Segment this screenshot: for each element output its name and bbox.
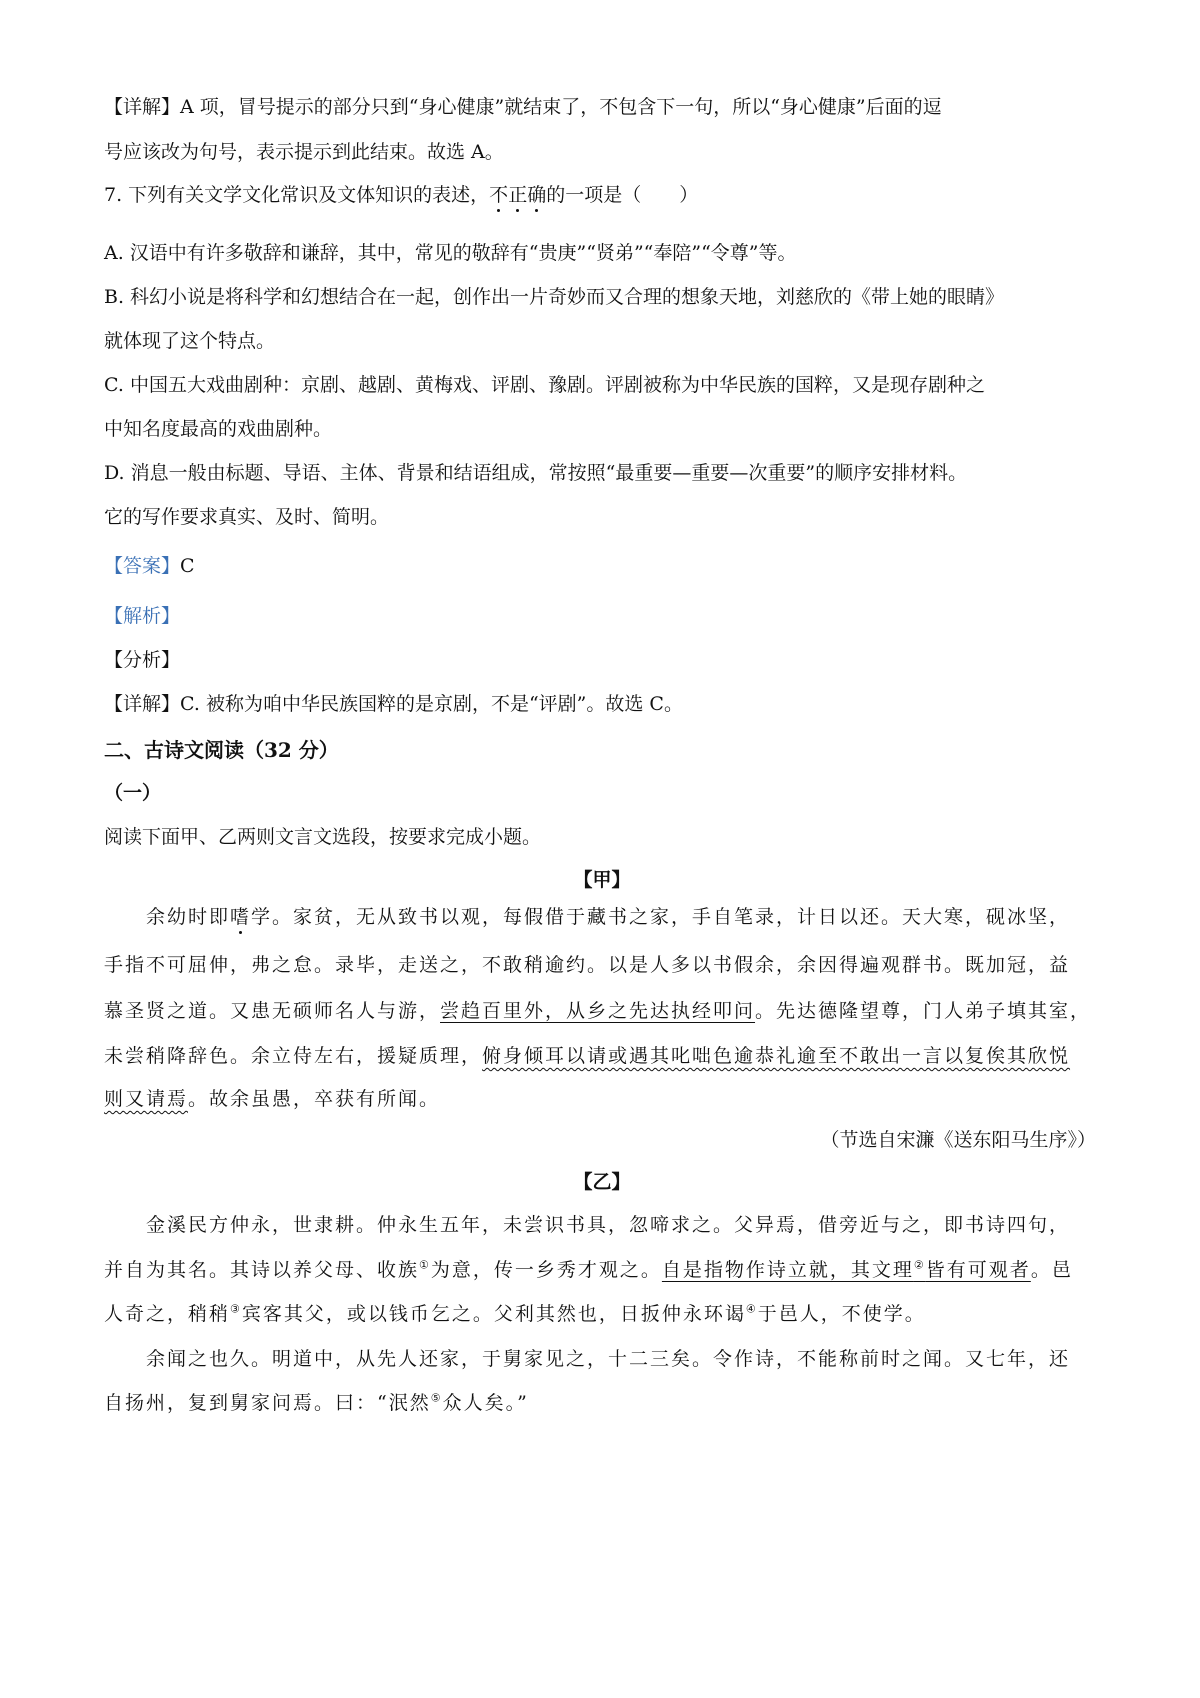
question-7-stem: 7. 下列有关文学文化常识及文体知识的表述，不正确的一项是（ ）: [104, 184, 699, 206]
option-c-line-2: 中知名度最高的戏曲剧种。: [104, 418, 333, 440]
footnote-marker: ④: [745, 1302, 758, 1316]
passage-jia-line-1: 余幼时即嗜学。家贫，无从致书以观，每假借于藏书之家，手自笔录，计日以还。天大寒，砚冰坚，: [104, 906, 1071, 928]
passage-yi-line-4: 余闻之也久。明道中，从先人还家，于舅家见之，十二三矣。令作诗，不能称前时之闻。又七年，还: [104, 1348, 1071, 1370]
passage-jia-line-2: 手指不可屈伸，弗之怠。录毕，走送之，不敢稍逾约。以是人多以书假余，余因得遍观群书。既加冠，益: [104, 954, 1071, 976]
prev-explanation-line-2: 号应该改为句号，表示提示到此结束。故选 A。: [104, 141, 504, 163]
option-d-line-2: 它的写作要求真实、及时、简明。: [104, 506, 390, 528]
fenxi-label: 【分析】: [104, 649, 181, 671]
passage-jia-line-3: 慕圣贤之道。又患无硕师名人与游，尝趋百里外，从乡之先达执经叩问。先达德隆望尊，门人弟子填其室，: [104, 1000, 1092, 1022]
detail-label: 【详解】: [104, 96, 181, 118]
passage-jia-source: （节选自宋濂《送东阳马生序》）: [820, 1129, 1096, 1151]
detail-label: 【详解】: [104, 693, 181, 715]
footnote-marker: ①: [419, 1258, 431, 1272]
wavy-underlined-sentence: 则又请焉: [104, 1088, 189, 1110]
emphasis-dot-char: 正: [508, 184, 528, 206]
option-b-line-2: 就体现了这个特点。: [104, 330, 276, 352]
passage-jia-line-5: 则又请焉。故余虽愚，卒获有所闻。: [104, 1088, 441, 1110]
option-c-line-1: C. 中国五大戏曲剧种：京剧、越剧、黄梅戏、评剧、豫剧。评剧被称为中华民族的国粹，又是现存剧种之: [104, 374, 985, 396]
prev-explanation-line-1: 【详解】A 项，冒号提示的部分只到“身心健康”就结束了，不包含下一句，所以“身心健康”后面的逗: [104, 96, 942, 118]
analysis-label: 【解析】: [104, 605, 181, 627]
answer-line: [104, 551, 1100, 581]
option-b-line-1: B. 科幻小说是将科学和幻想结合在一起，创作出一片奇妙而又合理的想象天地，刘慈欣的《带上她的眼睛》: [104, 286, 1005, 308]
subsection-heading: （一）: [104, 782, 162, 804]
passage-yi-line-5: 自扬州，复到舅家问焉。曰：“泯然⑤众人矣。”: [104, 1391, 529, 1414]
passage-yi-line-3: 人奇之，稍稍③宾客其父，或以钱币乞之。父利其然也，日扳仲永环谒④于邑人，不使学。: [104, 1302, 926, 1325]
footnote-marker: ⑤: [430, 1391, 443, 1405]
passage-yi-line-2: 并自为其名。其诗以养父母、收族①为意，传一乡秀才观之。自是指物作诗立就，其文理②皆有可观者。邑: [104, 1258, 1073, 1281]
footnote-marker: ③: [230, 1302, 242, 1316]
wavy-underlined-sentence: 俯身倾耳以请或遇其叱咄色逾恭礼逾至不敢出一言以复俟其欣悦: [482, 1045, 1071, 1067]
emphasis-dot-char: 确: [527, 184, 547, 206]
underlined-sentence: 自是指物作诗立就，其文理②皆有可观者: [661, 1258, 1031, 1281]
underlined-sentence: 尝趋百里外，从乡之先达执经叩问: [440, 1000, 756, 1022]
passage-jia-title: 【甲】: [573, 869, 631, 891]
passage-yi-line-1: 金溪民方仲永，世隶耕。仲永生五年，未尝识书具，忽啼求之。父异焉，借旁近与之，即书诗四句，: [104, 1214, 1071, 1236]
reading-instruction: 阅读下面甲、乙两则文言文选段，按要求完成小题。: [104, 826, 542, 848]
section-heading: 二、古诗文阅读（32 分）: [104, 738, 339, 762]
passage-yi-title: 【乙】: [573, 1171, 631, 1193]
passage-jia-line-4: 未尝稍降辞色。余立侍左右，援疑质理，俯身倾耳以请或遇其叱咄色逾恭礼逾至不敢出一言以复俟其欣悦: [104, 1045, 1071, 1067]
emphasis-dot-char: 嗜: [230, 906, 252, 928]
option-a: A. 汉语中有许多敬辞和谦辞，其中，常见的敬辞有“贵庚”“贤弟”“奉陪”“令尊”等。: [104, 242, 797, 264]
detail-line: 【详解】C. 被称为咱中华民族国粹的是京剧，不是“评剧”。故选 C。: [104, 693, 683, 715]
footnote-marker: ②: [913, 1258, 926, 1272]
answer-value: C: [180, 555, 195, 577]
answer-label: 【答案】: [104, 555, 181, 577]
emphasis-dot-char: 不: [489, 184, 509, 206]
option-d-line-1: D. 消息一般由标题、导语、主体、背景和结语组成，常按照“最重要—重要—次重要”的顺序安排材料。: [104, 462, 968, 484]
